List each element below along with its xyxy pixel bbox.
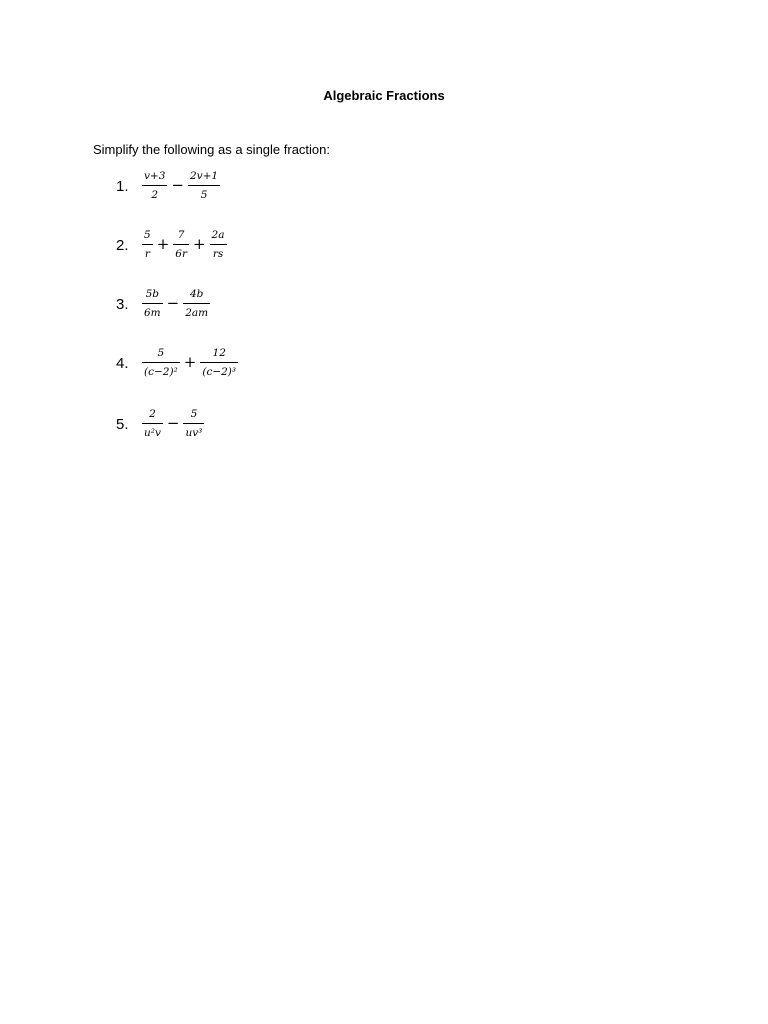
denominator: 2: [151, 189, 159, 201]
numerator: 2: [149, 408, 156, 420]
operator: −: [166, 414, 180, 432]
expression: [140, 408, 206, 440]
fraction-bar: [188, 185, 220, 186]
numerator: 4b: [189, 288, 204, 300]
fraction: [200, 347, 238, 379]
problem-number: 4.: [116, 354, 129, 372]
numerator: v+3: [144, 170, 166, 182]
fraction: [210, 229, 227, 261]
expression: [140, 229, 229, 261]
numerator: 12: [212, 347, 226, 359]
numerator: 2a: [211, 229, 225, 241]
fraction: [142, 170, 167, 202]
denominator: (c−2)²: [144, 366, 178, 378]
fraction: [142, 408, 163, 440]
expression: [140, 347, 240, 379]
page-title: Algebraic Fractions: [323, 88, 445, 103]
fraction-bar: [142, 303, 163, 304]
fraction-bar: [173, 244, 189, 245]
numerator: 5: [144, 229, 151, 241]
fraction-bar: [142, 244, 153, 245]
fraction: [142, 347, 180, 379]
fraction: [142, 229, 153, 261]
denominator: r: [144, 248, 150, 260]
fraction-bar: [200, 362, 238, 363]
denominator: u²v: [144, 427, 161, 439]
denominator: 6r: [175, 248, 187, 260]
problem-1: [116, 168, 222, 204]
numerator: 5: [157, 347, 165, 359]
denominator: rs: [212, 248, 224, 260]
fraction-bar: [210, 244, 227, 245]
problem-3: [116, 286, 212, 322]
denominator: uv³: [185, 427, 203, 439]
problem-number: 2.: [116, 236, 129, 254]
numerator: 2v+1: [190, 170, 219, 182]
fraction: [142, 288, 163, 320]
operator: +: [183, 353, 197, 371]
fraction: [183, 408, 204, 440]
operator: +: [192, 235, 206, 253]
expression: [140, 170, 222, 202]
operator: +: [156, 235, 170, 253]
problem-5: [116, 406, 206, 442]
numerator: 7: [177, 229, 185, 241]
denominator: (c−2)³: [202, 366, 237, 378]
expression: [140, 288, 212, 320]
fraction: [188, 170, 220, 202]
numerator: 5: [190, 408, 198, 420]
fraction-bar: [142, 185, 167, 186]
numerator: 5b: [145, 288, 160, 300]
fraction-bar: [142, 423, 163, 424]
denominator: 5: [200, 189, 208, 201]
problem-2: [116, 227, 229, 263]
operator: −: [171, 176, 184, 194]
problem-4: [116, 345, 240, 381]
fraction-bar: [183, 423, 204, 424]
problem-number: 5.: [116, 415, 129, 433]
fraction: [183, 288, 210, 320]
problem-number: 1.: [116, 177, 129, 195]
fraction: [173, 229, 189, 261]
operator: −: [166, 294, 180, 312]
denominator: 2am: [185, 307, 209, 319]
denominator: 6m: [144, 307, 161, 319]
instruction-text: Simplify the following as a single fraction:: [93, 142, 331, 157]
problem-number: 3.: [116, 295, 129, 313]
fraction-bar: [142, 362, 180, 363]
fraction-bar: [183, 303, 210, 304]
